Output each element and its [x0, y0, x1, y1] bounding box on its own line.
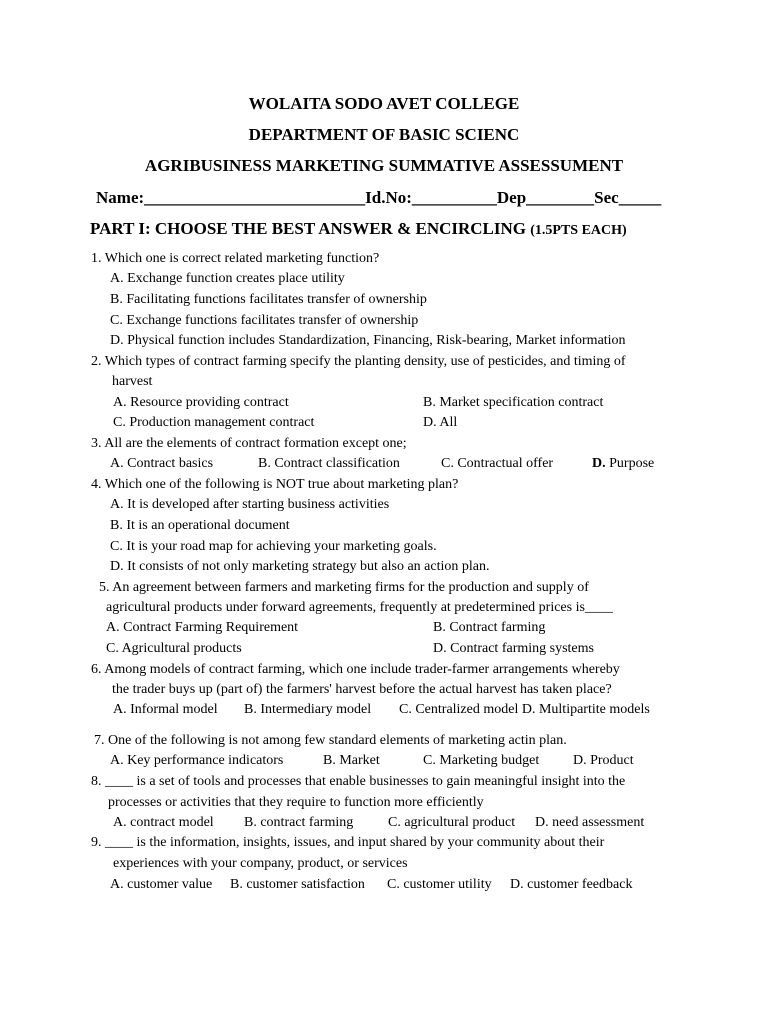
question-6-cont: the trader buys up (part of) the farmers' harvest before the actual harvest has taken place? — [112, 682, 612, 697]
q1-option-b: B. Facilitating functions facilitates transfer of ownership — [110, 292, 427, 307]
q7-option-d: D. Product — [573, 753, 634, 768]
question-8: 8. ____ is a set of tools and processes that enable businesses to gain meaningful insight into the — [91, 774, 626, 789]
college-title: WOLAITA SODO AVET COLLEGE — [248, 94, 520, 113]
part-title: PART I: CHOOSE THE BEST ANSWER & ENCIRCLING — [90, 219, 526, 238]
q8-option-b: B. contract farming — [244, 815, 354, 830]
part-heading — [90, 219, 627, 239]
q4-option-b: B. It is an operational document — [110, 518, 290, 533]
question-1: 1. Which one is correct related marketing function? — [91, 251, 380, 266]
q3-option-a: A. Contract basics — [110, 456, 214, 471]
q9-option-a: A. customer value — [110, 877, 213, 892]
question-9: 9. ____ is the information, insights, issues, and input shared by your community about their — [91, 835, 605, 850]
student-info-line: Name:__________________________Id.No:__________Dep________Sec_____ — [96, 188, 662, 207]
q3-option-d — [592, 455, 654, 473]
q8-option-a: A. contract model — [113, 815, 214, 830]
q2-option-d: D. All — [423, 415, 458, 430]
q7-option-b: B. Market — [323, 753, 380, 768]
q2-option-a: A. Resource providing contract — [113, 395, 289, 410]
question-9-cont: experiences with your company, product, or services — [113, 856, 408, 871]
q6-option-b: B. Intermediary model — [244, 702, 372, 717]
q8-option-d: D. need assessment — [535, 815, 645, 830]
q4-option-d: D. It consists of not only marketing strategy but also an action plan. — [110, 559, 490, 574]
q5-option-d: D. Contract farming systems — [433, 641, 594, 656]
department-title: DEPARTMENT OF BASIC SCIENC — [248, 125, 520, 144]
q4-option-c: C. It is your road map for achieving your marketing goals. — [110, 539, 437, 554]
question-5: 5. An agreement between farmers and marketing firms for the production and supply of — [99, 580, 589, 595]
q7-option-a: A. Key performance indicators — [110, 753, 284, 768]
part-points: (1.5PTS EACH) — [530, 223, 627, 238]
q5-option-c: C. Agricultural products — [106, 641, 242, 656]
q4-option-a: A. It is developed after starting business activities — [110, 497, 390, 512]
q6-option-cd: C. Centralized model D. Multipartite models — [399, 702, 650, 717]
q2-option-c: C. Production management contract — [113, 415, 315, 430]
question-5-cont: agricultural products under forward agreements, frequently at predetermined prices is____ — [106, 600, 613, 615]
question-6: 6. Among models of contract farming, which one include trader-farmer arrangements whereby — [91, 662, 620, 677]
q3-option-d-letter: D. — [592, 456, 606, 471]
q2-option-b: B. Market specification contract — [423, 395, 604, 410]
q9-option-d: D. customer feedback — [510, 877, 633, 892]
q9-option-b: B. customer satisfaction — [230, 877, 365, 892]
question-8-cont: processes or activities that they require to function more efficiently — [108, 795, 484, 810]
question-3: 3. All are the elements of contract formation except one; — [91, 436, 407, 451]
assessment-title: AGRIBUSINESS MARKETING SUMMATIVE ASSESSUMENT — [144, 156, 624, 175]
q9-option-c: C. customer utility — [387, 877, 492, 892]
q3-option-b: B. Contract classification — [258, 456, 400, 471]
question-2-cont: harvest — [112, 374, 153, 389]
q3-option-c: C. Contractual offer — [441, 456, 554, 471]
q8-option-c: C. agricultural product — [388, 815, 516, 830]
q1-option-d: D. Physical function includes Standardization, Financing, Risk-bearing, Market information — [110, 333, 626, 348]
q1-option-a: A. Exchange function creates place utility — [110, 271, 345, 286]
q5-option-b: B. Contract farming — [433, 620, 546, 635]
question-7: 7. One of the following is not among few standard elements of marketing actin plan. — [94, 733, 567, 748]
q1-option-c: C. Exchange functions facilitates transfer of ownership — [110, 313, 419, 328]
q5-option-a: A. Contract Farming Requirement — [106, 620, 299, 635]
q3-option-d-text: Purpose — [609, 456, 655, 471]
question-2: 2. Which types of contract farming specify the planting density, use of pesticides, and timing of — [91, 354, 626, 369]
question-4: 4. Which one of the following is NOT true about marketing plan? — [91, 477, 459, 492]
q6-option-a: A. Informal model — [113, 702, 218, 717]
q7-option-c: C. Marketing budget — [423, 753, 540, 768]
